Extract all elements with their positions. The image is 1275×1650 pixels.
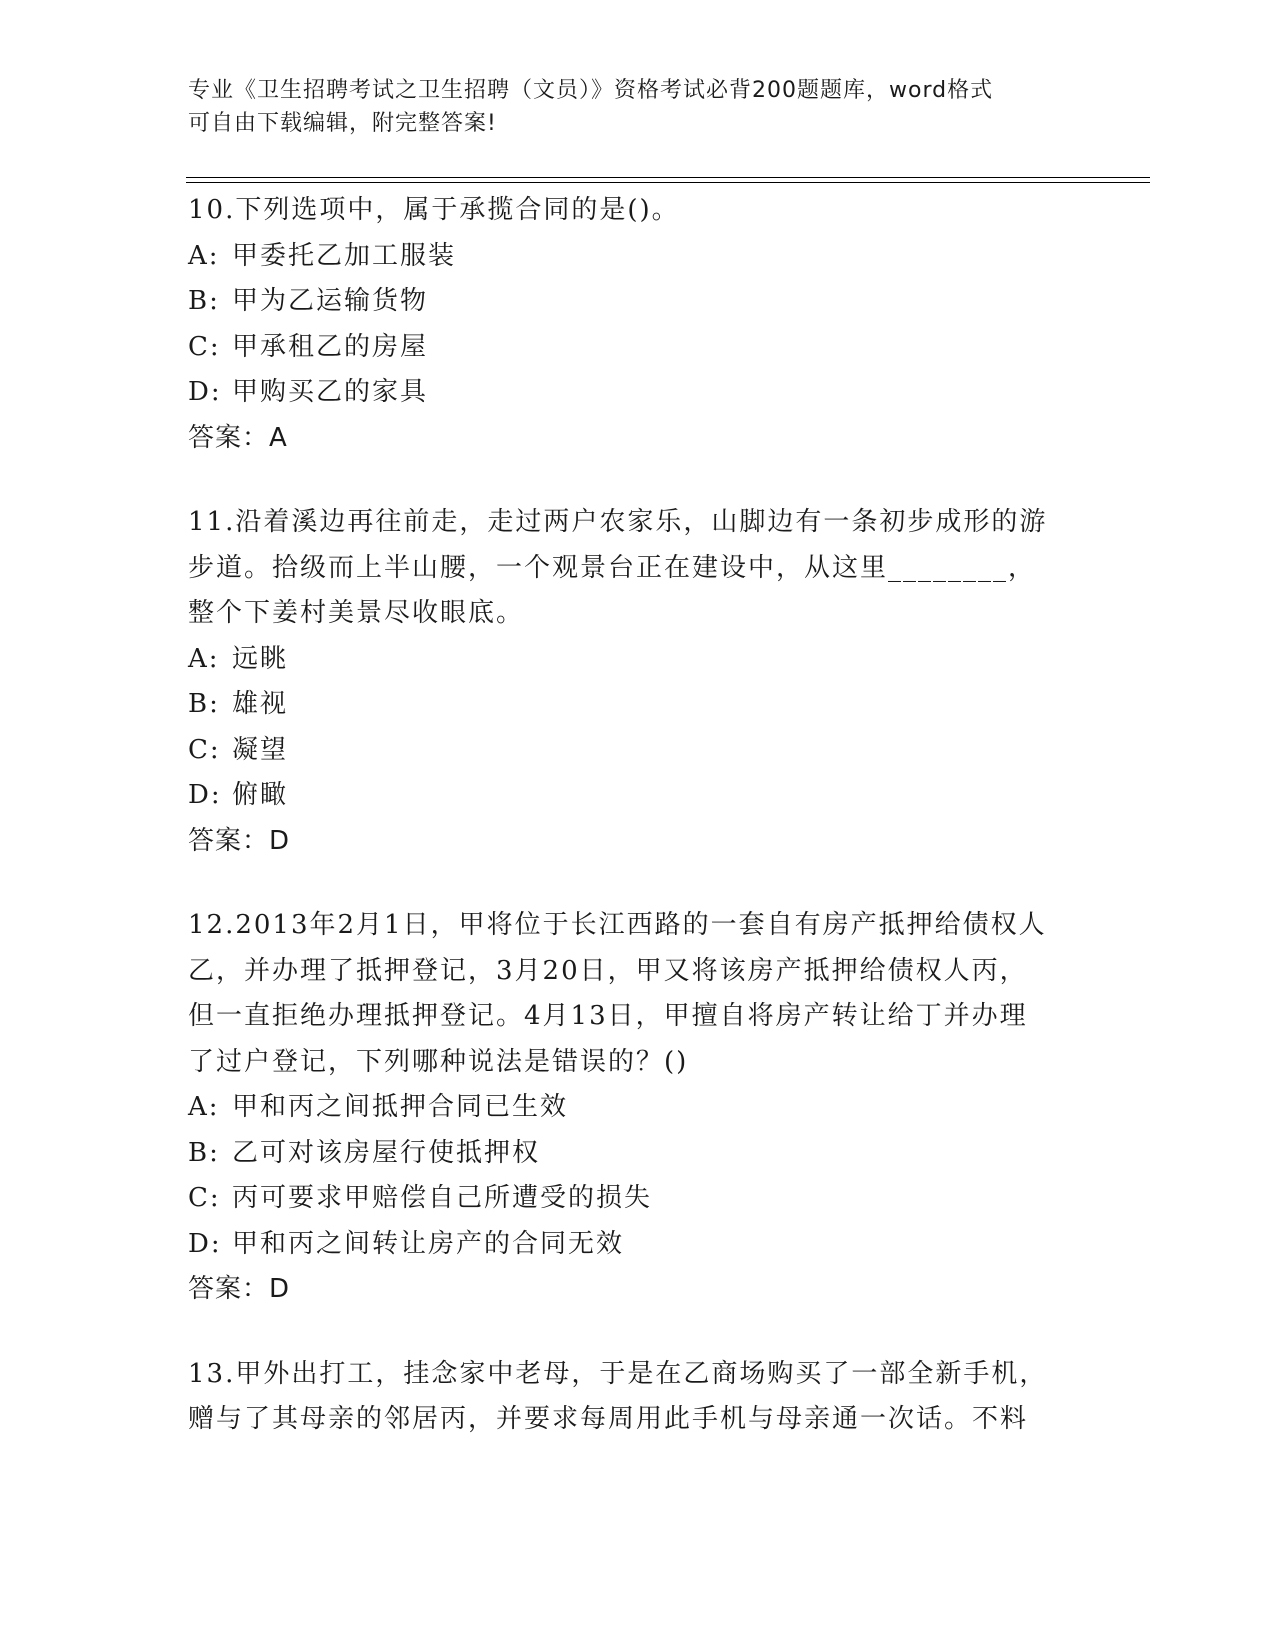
answer-label: 答案：A bbox=[188, 422, 288, 453]
question-text: 12.2013年2月1日，甲将位于长江西路的一套自有房产抵押给债权人 bbox=[188, 910, 1047, 940]
option-key: D: bbox=[188, 377, 222, 407]
option-d bbox=[188, 773, 1108, 819]
option-key: D: bbox=[188, 1228, 222, 1259]
question-text: 13.甲外出打工，挂念家中老母，于是在乙商场购买了一部全新手机， bbox=[188, 1358, 1048, 1389]
question-13 bbox=[188, 1352, 1108, 1443]
option-c bbox=[188, 728, 1108, 774]
option-text: 丙可要求甲赔偿自己所遭受的损失 bbox=[232, 1183, 653, 1213]
question-text: 整个下姜村美景尽收眼底。 bbox=[188, 598, 525, 628]
option-text: 甲为乙运输货物 bbox=[232, 286, 429, 316]
option-key: B: bbox=[188, 286, 220, 316]
option-text: 凝望 bbox=[232, 734, 289, 765]
option-text: 乙可对该房屋行使抵押权 bbox=[232, 1137, 541, 1168]
option-c bbox=[188, 325, 1108, 371]
question-text: 乙，并办理了抵押登记，3月20日，甲又将该房产抵押给债权人丙， bbox=[188, 955, 1028, 986]
question-text: 了过户登记，下列哪种说法是错误的？() bbox=[188, 1046, 689, 1077]
option-key: A: bbox=[188, 643, 220, 674]
option-a bbox=[188, 234, 1108, 280]
question-list bbox=[188, 188, 1108, 1482]
answer-label: 答案：D bbox=[188, 1274, 291, 1304]
question-12 bbox=[188, 903, 1108, 1313]
option-text: 远眺 bbox=[232, 643, 289, 674]
question-text: 10.下列选项中，属于承揽合同的是()。 bbox=[188, 195, 680, 225]
option-c bbox=[188, 1176, 1108, 1222]
header-line-1: 专业《卫生招聘考试之卫生招聘（文员）》资格考试必背200题题库，word格式 bbox=[188, 78, 994, 103]
option-text: 甲购买乙的家具 bbox=[232, 377, 429, 407]
question-10 bbox=[188, 188, 1108, 461]
option-d bbox=[188, 1222, 1108, 1268]
question-text: 步道。拾级而上半山腰，一个观景台正在建设中，从这里________， bbox=[188, 552, 1037, 583]
document-header bbox=[188, 74, 1088, 140]
option-text: 甲和丙之间转让房产的合同无效 bbox=[232, 1228, 625, 1259]
answer-label: 答案：D bbox=[188, 825, 291, 856]
option-b bbox=[188, 279, 1108, 325]
header-rule-bottom bbox=[186, 182, 1150, 183]
option-text: 俯瞰 bbox=[232, 780, 289, 810]
question-text: 赠与了其母亲的邻居丙，并要求每周用此手机与母亲通一次话。不料 bbox=[188, 1404, 1029, 1434]
option-key: C: bbox=[188, 1183, 221, 1213]
option-key: D: bbox=[188, 780, 222, 810]
option-text: 雄视 bbox=[232, 689, 289, 719]
option-text: 甲委托乙加工服装 bbox=[232, 240, 457, 271]
question-text: 11.沿着溪边再往前走，走过两户农家乐，山脚边有一条初步成形的游 bbox=[188, 507, 1048, 537]
option-key: A: bbox=[188, 240, 220, 271]
option-d bbox=[188, 370, 1108, 416]
option-b bbox=[188, 1131, 1108, 1177]
header-line-2: 可自由下载编辑，附完整答案! bbox=[188, 111, 497, 136]
option-text: 甲和丙之间抵押合同已生效 bbox=[232, 1092, 569, 1122]
question-text: 但一直拒绝办理抵押登记。4月13日，甲擅自将房产转让给丁并办理 bbox=[188, 1001, 1028, 1031]
option-text: 甲承租乙的房屋 bbox=[232, 331, 429, 362]
option-a bbox=[188, 637, 1108, 683]
option-key: B: bbox=[188, 689, 220, 719]
option-key: C: bbox=[188, 734, 221, 765]
option-key: A: bbox=[188, 1092, 220, 1122]
option-key: C: bbox=[188, 331, 221, 362]
option-a bbox=[188, 1085, 1108, 1131]
option-b bbox=[188, 682, 1108, 728]
header-rule-top bbox=[186, 177, 1150, 178]
question-11 bbox=[188, 500, 1108, 864]
option-key: B: bbox=[188, 1137, 220, 1168]
